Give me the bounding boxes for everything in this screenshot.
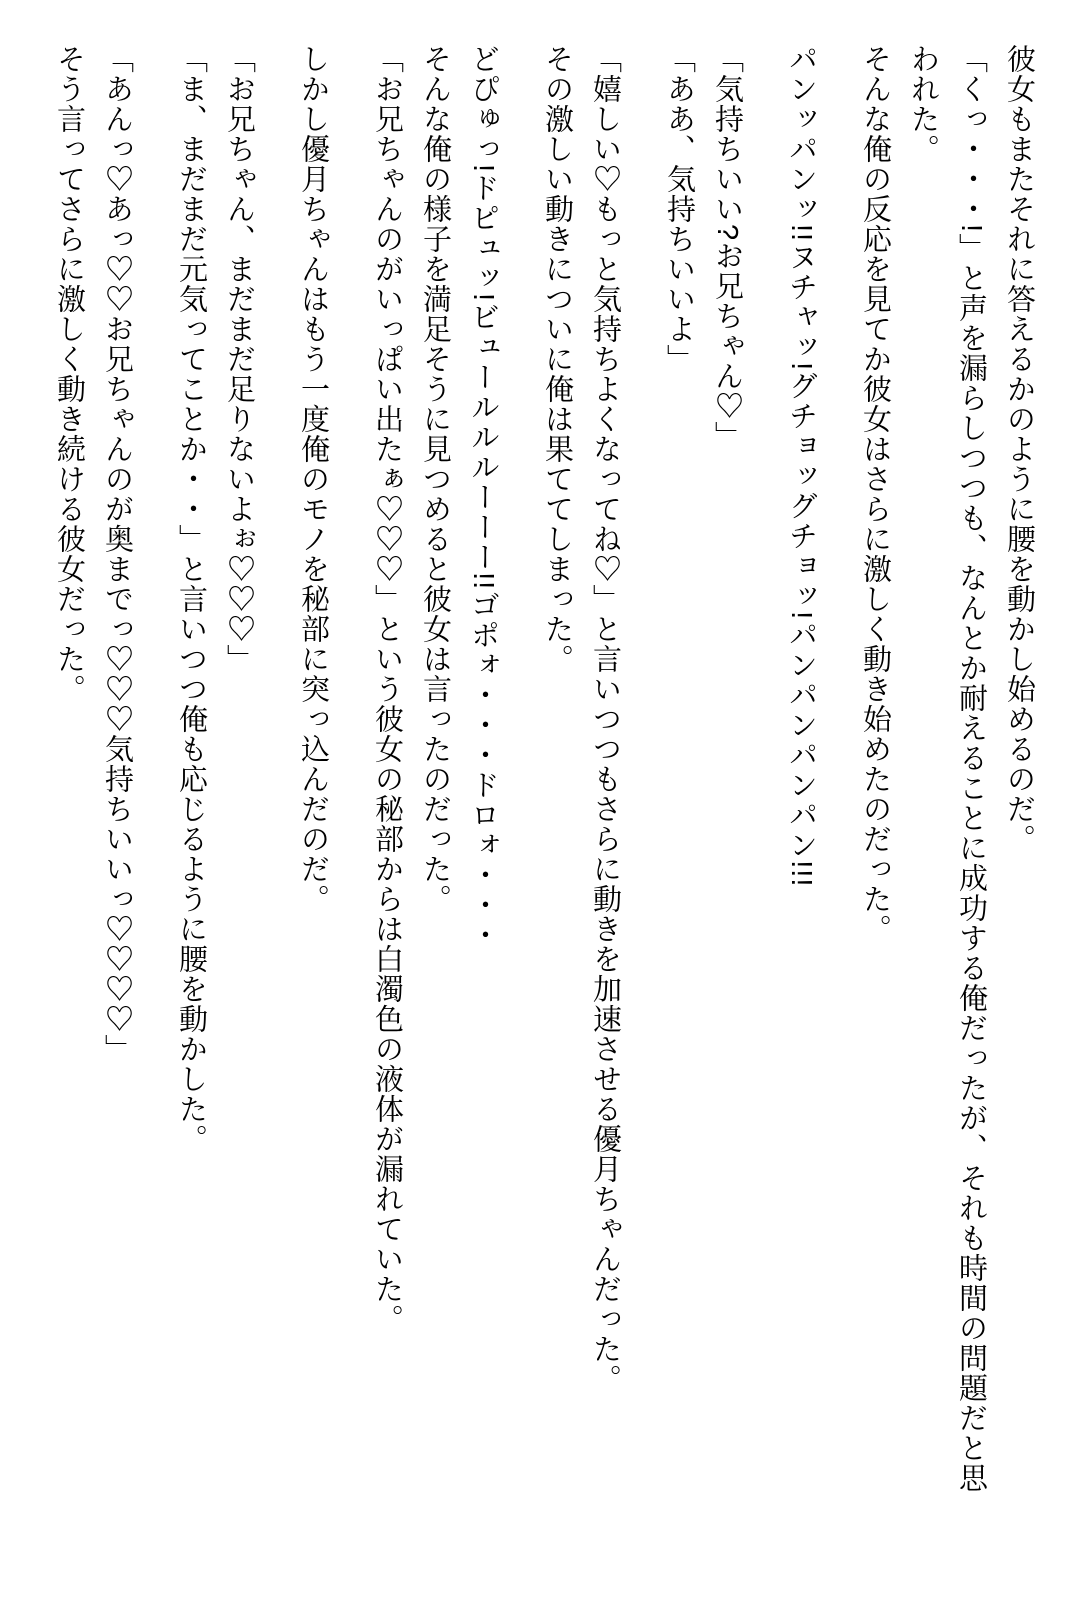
text-line: しかし優月ちゃんはもう一度俺のモノを秘部に突っ込んだのだ。 <box>297 44 329 914</box>
text-line: われた。 <box>907 44 939 164</box>
text-line: 「お兄ちゃんのがいっぱい出たぁ♡♡♡」という彼女の秘部からは白濁色の液体が漏れていた。 <box>371 44 403 1334</box>
text-line: そんな俺の反応を見てか彼女はさらに激しく動き始めたのだった。 <box>859 44 891 944</box>
text-line: その激しい動きについに俺は果ててしまった。 <box>541 44 573 674</box>
text-line: パンッパンッ!!ヌチャッ!グチョッグチョッ!パンパンパンパン!!! <box>785 44 817 888</box>
text-line: 「ああ、気持ちいいよ」 <box>663 44 695 374</box>
text-line: 彼女もまたそれに答えるかのように腰を動かし始めるのだ。 <box>1003 44 1035 854</box>
text-line: 「ま、まだまだ元気ってことか・・」と言いつつ俺も応じるように腰を動かした。 <box>175 44 207 1154</box>
text-line: そう言ってさらに激しく動き続ける彼女だった。 <box>53 44 85 704</box>
novel-text-block <box>45 44 1043 1604</box>
text-line: 「お兄ちゃん、まだまだ足りないよぉ♡♡♡」 <box>223 44 255 674</box>
text-line: 「あんっ♡あっ♡♡お兄ちゃんのが奥までっ♡♡♡気持ちいいっ♡♡♡♡」 <box>101 44 133 1064</box>
text-line: 「気持ちいい?お兄ちゃん♡」 <box>711 44 743 452</box>
text-line: 「くっ・・・!」と声を漏らしつつも、なんとか耐えることに成功する俺だったが、それも時間の問題だと思 <box>955 44 987 1494</box>
text-line: そんな俺の様子を満足そうに見つめると彼女は言ったのだった。 <box>419 44 451 914</box>
text-line: 「嬉しい♡もっと気持ちよくなってね♡」と言いつつもさらに動きを加速させる優月ちゃんだった。 <box>589 44 621 1394</box>
text-line: どぴゅっ!ドピュッ!ビュールルルーーー!!ゴポォ・・・ドロォ・・・ <box>467 44 499 951</box>
